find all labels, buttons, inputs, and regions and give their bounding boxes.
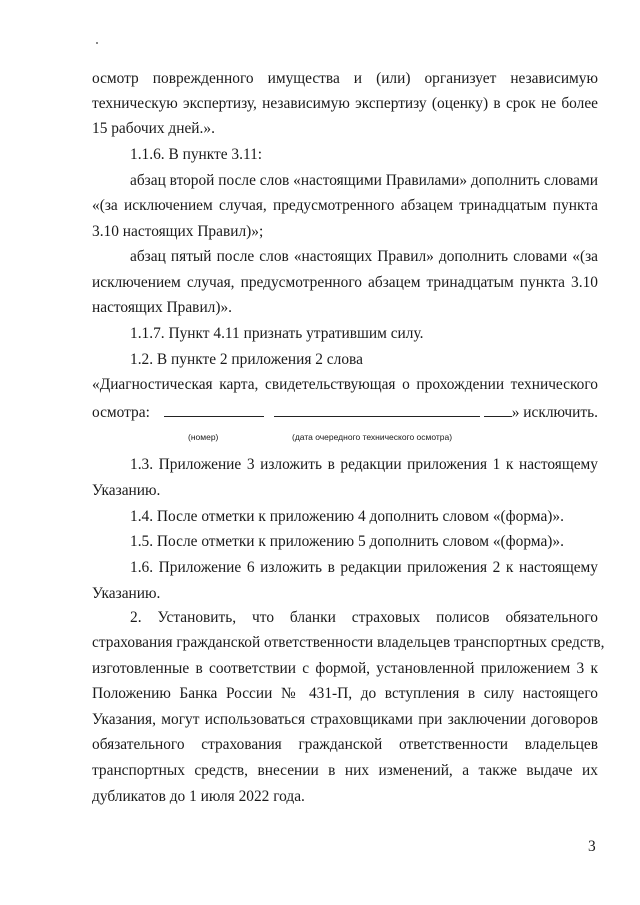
text-line: 1.6. Приложение 6 изложить в редакции приложения 2 к настоящему <box>130 559 598 576</box>
text-line: исключением случая, предусмотренного абзацем тринадцатым пункта 3.10 <box>92 274 598 291</box>
page-number: 3 <box>588 838 596 855</box>
scan-speck <box>96 42 98 44</box>
text-line: 1.1.6. В пункте 3.11: <box>130 146 263 163</box>
text-line: 1.1.7. Пункт 4.11 признать утратившим силу. <box>130 325 424 342</box>
text-line: 15 рабочих дней.». <box>92 120 215 137</box>
text-line: Указанию. <box>92 585 161 602</box>
text-line: страхования гражданской ответственности владельцев транспортных средств, <box>92 634 605 651</box>
text-line: 2. Установить, что бланки страховых полисов обязательного <box>130 609 598 626</box>
text-line: Положению Банка России № 431-П, до вступления в силу настоящего <box>92 685 598 702</box>
text-line: техническую экспертизу, независимую экспертизу (оценку) в срок не более <box>92 95 598 112</box>
text-line: дубликатов до 1 июля 2022 года. <box>92 788 305 805</box>
text-line: 1.4. После отметки к приложению 4 дополнить словом «(форма)». <box>130 508 564 525</box>
text-line: обязательного страхования гражданской ответственности владельцев <box>92 736 598 753</box>
date-caption: (дата очередного технического осмотра) <box>292 432 453 442</box>
text-line: 3.10 настоящих Правил)»; <box>92 223 264 240</box>
diagnostic-card-line <box>92 402 598 422</box>
text-line: «Диагностическая карта, свидетельствующая о прохождении технического <box>92 376 598 393</box>
text-line: настоящих Правил)». <box>92 299 233 316</box>
text-line: транспортных средств, внесении в них изменений, а также выдаче их <box>92 762 598 779</box>
text-line: абзац пятый после слов «настоящих Правил» дополнить словами «(за <box>130 248 598 265</box>
text-line: Указанию. <box>92 482 161 499</box>
diag-suffix: » исключить. <box>511 404 598 421</box>
date-blank-tail <box>484 402 511 417</box>
text-line: 1.5. После отметки к приложению 5 дополнить словом «(форма)». <box>130 533 564 550</box>
text-line: 1.3. Приложение 3 изложить в редакции приложения 1 к настоящему <box>130 456 598 473</box>
text-line: абзац второй после слов «настоящими Правилами» дополнить словами <box>130 172 598 189</box>
text-line: Указания, могут использоваться страховщиками при заключении договоров <box>92 711 598 728</box>
diag-prefix: осмотра: <box>92 404 150 421</box>
number-caption: (номер) <box>188 432 219 442</box>
text-line: «(за исключением случая, предусмотренного абзацем тринадцатым пункта <box>92 197 598 214</box>
text-line: изготовленные в соответствии с формой, установленной приложением 3 к <box>92 660 598 677</box>
date-blank <box>274 402 480 417</box>
text-line: осмотр поврежденного имущества и (или) организует независимую <box>92 70 598 87</box>
text-line: 1.2. В пункте 2 приложения 2 слова <box>130 351 363 368</box>
number-blank <box>164 402 264 417</box>
